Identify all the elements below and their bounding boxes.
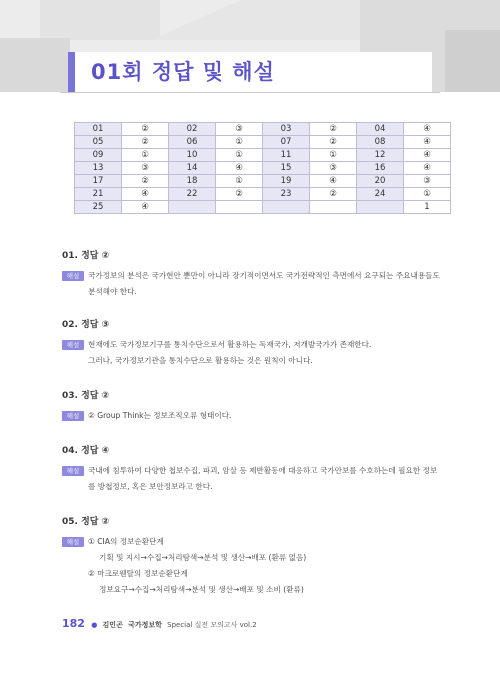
answer-cell: ① [310, 149, 357, 162]
explanation-text: ② 마크로웬탈의 정보순환단계 [88, 569, 188, 578]
answer-row [75, 188, 451, 201]
answer-cell: ④ [310, 175, 357, 188]
explanation-badge: 해설 [62, 340, 84, 350]
explanation-text: ① CIA의 정보순환단계 [88, 537, 164, 546]
question-number-cell [169, 201, 216, 214]
explanation-text: 현재에도 국가정보기구를 통치수단으로서 활용하는 독재국가, 저개발국가가 존재한다. [88, 340, 372, 349]
answer-cell: ① [216, 136, 263, 149]
question-number-cell: 13 [75, 162, 122, 175]
answer-heading: 03. 정답 ② [62, 391, 110, 401]
question-number-cell: 23 [263, 188, 310, 201]
answer-cell: ③ [310, 162, 357, 175]
question-number-cell: 19 [263, 175, 310, 188]
question-number-cell: 25 [75, 201, 122, 214]
title-divider [60, 92, 440, 93]
question-number-cell: 11 [263, 149, 310, 162]
explanation-line [62, 284, 462, 300]
explanation-text: ② Group Think는 정보조직오류 형태이다. [88, 411, 232, 420]
answer-cell: ① [216, 149, 263, 162]
explanation-badge: 해설 [62, 411, 84, 421]
question-number-cell: 12 [357, 149, 404, 162]
answer-cell [310, 201, 357, 214]
question-number-cell: 06 [169, 136, 216, 149]
page-number: 182 [62, 617, 85, 630]
question-number-cell: 14 [169, 162, 216, 175]
answer-cell: ① [216, 175, 263, 188]
explanation-04 [62, 443, 462, 495]
question-number-cell: 02 [169, 123, 216, 136]
answer-cell: ② [216, 188, 263, 201]
answer-row [75, 136, 451, 149]
question-number-cell: 01 [75, 123, 122, 136]
answer-cell: 1 [404, 201, 451, 214]
question-number-cell: 20 [357, 175, 404, 188]
answer-row [75, 123, 451, 136]
explanation-badge: 해설 [62, 466, 84, 476]
page-title: 01회 정답 및 해설 [91, 60, 275, 84]
answer-cell: ④ [122, 188, 169, 201]
answer-cell: ④ [404, 149, 451, 162]
question-number-cell: 17 [75, 175, 122, 188]
question-number-cell: 16 [357, 162, 404, 175]
footer-series: Special 실전 모의고사 vol.2 [167, 621, 257, 629]
explanation-text: 분석해야 한다. [88, 287, 137, 296]
bg-block [0, 38, 70, 92]
footer-author: 김민곤 [102, 621, 123, 629]
question-number-cell: 05 [75, 136, 122, 149]
answer-row [75, 201, 451, 214]
answer-cell: ② [310, 188, 357, 201]
question-number-cell: 21 [75, 188, 122, 201]
question-number-cell [263, 201, 310, 214]
question-number-cell: 24 [357, 188, 404, 201]
answer-heading: 01. 정답 ② [62, 251, 110, 261]
question-number-cell [357, 201, 404, 214]
answer-cell: ④ [122, 201, 169, 214]
explanation-line [62, 268, 462, 284]
explanation-05 [62, 514, 462, 598]
answer-row [75, 162, 451, 175]
question-number-cell: 08 [357, 136, 404, 149]
bullet-icon: ● [91, 621, 98, 629]
answer-cell: ③ [216, 123, 263, 136]
explanation-01 [62, 248, 462, 300]
answer-cell: ③ [404, 175, 451, 188]
answer-cell: ① [404, 188, 451, 201]
explanation-line [62, 337, 462, 353]
answer-cell: ④ [404, 136, 451, 149]
explanation-badge: 해설 [62, 271, 84, 281]
explanation-line [62, 353, 462, 369]
answer-heading: 02. 정답 ③ [62, 320, 110, 330]
bg-block [445, 30, 500, 92]
explanation-line [62, 534, 462, 550]
question-number-cell: 15 [263, 162, 310, 175]
explanation-line [62, 550, 462, 566]
answer-cell: ④ [404, 162, 451, 175]
answer-heading: 04. 정답 ④ [62, 446, 110, 456]
question-number-cell: 09 [75, 149, 122, 162]
explanation-text: 를 방첩정보, 혹은 보안정보라고 한다. [88, 482, 213, 491]
question-number-cell: 10 [169, 149, 216, 162]
explanation-badge: 해설 [62, 537, 84, 547]
question-number-cell: 04 [357, 123, 404, 136]
explanation-line [62, 566, 462, 582]
title-box [68, 52, 432, 92]
answer-cell: ② [122, 123, 169, 136]
explanation-line [62, 408, 462, 424]
answer-cell: ③ [122, 162, 169, 175]
footer-book: 국가정보학 [128, 621, 162, 629]
question-number-cell: 03 [263, 123, 310, 136]
explanation-text: 국내에 침투하여 다양한 첩보수집, 파괴, 암살 등 제반활동에 대응하고 국가안보를 수호하는데 필요한 정보 [88, 466, 438, 475]
explanation-line [62, 582, 462, 598]
answer-cell [216, 201, 263, 214]
explanation-text: 기획 및 지시→수집→처리탐색→분석 및 생산→배포 (환류 없음) [99, 553, 307, 562]
question-number-cell: 22 [169, 188, 216, 201]
answer-row [75, 175, 451, 188]
explanation-02 [62, 317, 462, 369]
page-footer [62, 617, 257, 630]
explanation-line [62, 463, 462, 479]
answer-cell: ② [310, 123, 357, 136]
question-number-cell: 07 [263, 136, 310, 149]
explanation-text: 그러나, 국가정보기관을 통치수단으로 활용하는 것은 원칙이 아니다. [88, 356, 313, 365]
bg-block [40, 0, 160, 40]
answer-row [75, 149, 451, 162]
explanation-line [62, 479, 462, 495]
answer-heading: 05. 정답 ② [62, 517, 110, 527]
explanation-03 [62, 388, 462, 424]
answer-cell: ② [122, 175, 169, 188]
answer-table [74, 122, 451, 214]
answer-cell: ① [122, 149, 169, 162]
explanation-text: 국가정보의 분석은 국가현안 뿐만이 아니라 장기적이면서도 국가전략적인 측면에서 요구되는 주요내용들도 [88, 271, 440, 280]
answer-cell: ② [122, 136, 169, 149]
explanation-text: 정보요구→수집→처리탐색→분석 및 생산→배포 및 소비 (환류) [99, 585, 304, 594]
question-number-cell: 18 [169, 175, 216, 188]
answer-cell: ② [310, 136, 357, 149]
answer-cell: ④ [404, 123, 451, 136]
answer-cell: ④ [216, 162, 263, 175]
